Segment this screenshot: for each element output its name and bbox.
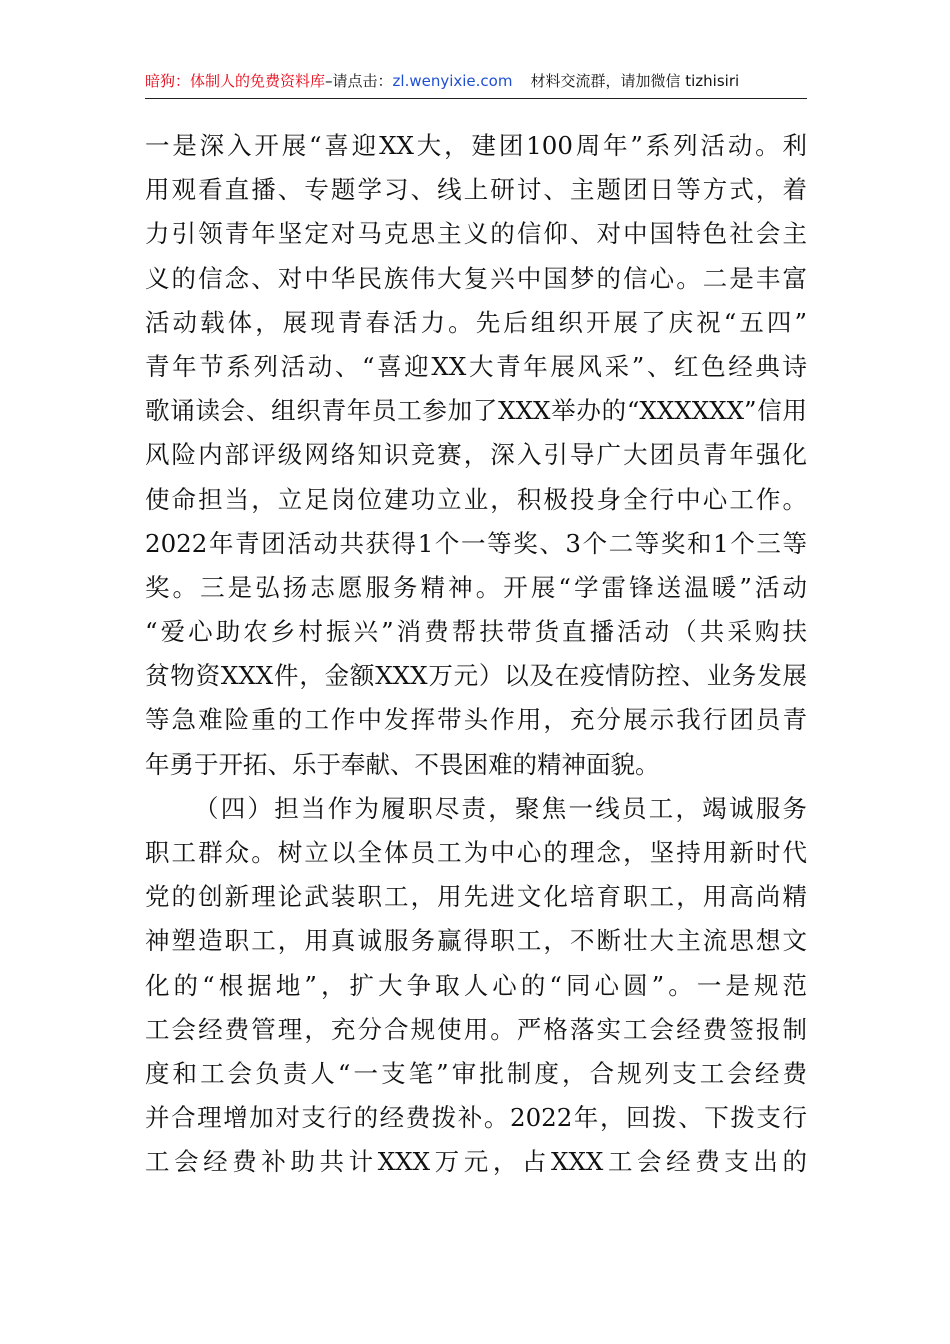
text-line: 度和工会负责人“一支笔”审批制度，合规列支工会经费 <box>145 1058 807 1088</box>
text-line: 义的信念、对中华民族伟大复兴中国梦的信心。二是丰富 <box>145 263 807 293</box>
document-body <box>145 124 807 1185</box>
text-line: 2022年青团活动共获得1个一等奖、3个二等奖和1个三等 <box>145 528 807 558</box>
text-line: 贫物资XXX件，金额XXX万元）以及在疫情防控、业务发展 <box>145 661 807 691</box>
text-line: 使命担当，立足岗位建功立业，积极投身全行中心工作。 <box>145 484 807 514</box>
header-url-link[interactable]: zl.wenyixie.com <box>392 72 513 90</box>
text-line: 一是深入开展“喜迎XX大，建团100周年”系列活动。利 <box>145 131 807 160</box>
text-line: 神塑造职工，用真诚服务赢得职工，不断壮大主流思想文 <box>145 926 807 956</box>
header-site-name: 暗狗：体制人的免费资料库 <box>145 72 326 90</box>
text-line: 等急难险重的工作中发挥带头作用，充分展示我行团员青 <box>145 705 807 735</box>
text-line: 歌诵读会、组织青年员工参加了XXX举办的“XXXXXX”信用 <box>145 396 807 426</box>
text-line: 工会经费补助共计XXX万元，占XXX工会经费支出的 <box>145 1147 807 1177</box>
text-line: 青年节系列活动、“喜迎XX大青年展风采”、红色经典诗 <box>145 351 807 381</box>
header-wechat-note: 材料交流群，请加微信 tizhisiri <box>530 72 740 90</box>
text-line: 风险内部评级网络知识竞赛，深入引导广大团员青年强化 <box>145 440 807 470</box>
text-line: 职工群众。树立以全体员工为中心的理念，坚持用新时代 <box>145 838 807 867</box>
text-line: 工会经费管理，充分合规使用。严格落实工会经费签报制 <box>145 1014 807 1044</box>
text-line: 年勇于开拓、乐于奉献、不畏困难的精神面貌。 <box>145 749 660 779</box>
text-line: 奖。三是弘扬志愿服务精神。开展“学雷锋送温暖”活动 <box>145 572 807 602</box>
header-click-prompt: –请点击： <box>325 72 393 90</box>
text-line: 活动载体，展现青春活力。先后组织开展了庆祝“五四” <box>145 307 807 337</box>
text-line: “爱心助农乡村振兴”消费帮扶带货直播活动（共采购扶 <box>145 617 807 647</box>
text-line: 用观看直播、专题学习、线上研讨、主题团日等方式，着 <box>145 175 807 205</box>
text-line: 化的“根据地”，扩大争取人心的“同心圆”。一是规范 <box>145 970 807 1000</box>
text-line: 党的创新理论武装职工，用先进文化培育职工，用高尚精 <box>145 882 807 912</box>
text-line: 力引领青年坚定对马克思主义的信仰、对中国特色社会主 <box>145 219 807 249</box>
section-heading-line: （四）担当作为履职尽责，聚焦一线员工，竭诚服务 <box>194 793 807 823</box>
text-line: 并合理增加对支行的经费拨补。2022年，回拨、下拨支行 <box>145 1103 807 1133</box>
page-header <box>145 68 807 99</box>
